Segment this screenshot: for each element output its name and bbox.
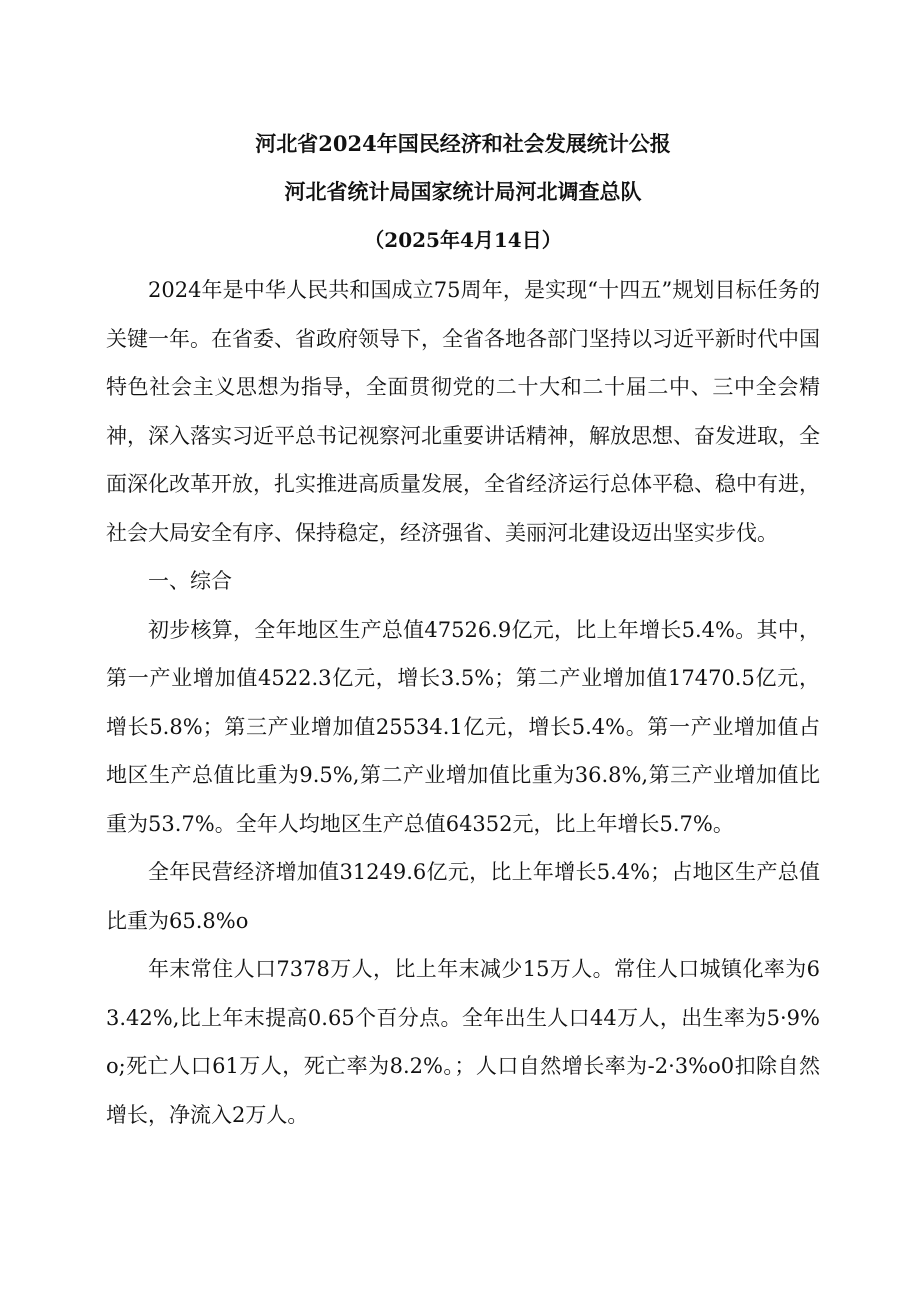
population-paragraph: 年末常住人口7378万人，比上年末减少15万人。常住人口城镇化率为63.42%,比上年末提高0.65个百分点。全年出生人口44万人，出生率为5·9%o;死亡人口61万人，死亡率为8.2%。；人口自然增长率为-2·3%o0扣除自然增长，净流入2万人。 xyxy=(106,957,820,1127)
private-economy-paragraph: 全年民营经济增加值31249.6亿元，比上年增长5.4%；占地区生产总值比重为65.8%o xyxy=(106,860,820,933)
report-body xyxy=(106,266,820,1139)
gdp-paragraph: 初步核算，全年地区生产总值47526.9亿元，比上年增长5.4%。其中，第一产业增加值4522.3亿元，增长3.5%；第二产业增加值17470.5亿元，增长5.8%；第三产业增加值25534.1亿元，增长5.4%。第一产业增加值占地区生产总值比重为9.5%,第二产业增加值比重为36.8%,第三产业增加值比重为53.7%。全年人均地区生产总值64352元，比上年增长5.7%。 xyxy=(106,617,820,836)
title-block xyxy=(106,120,820,264)
intro-paragraph: 2024年是中华人民共和国成立75周年，是实现“十四五”规划目标任务的关键一年。在省委、省政府领导下，全省各地各部门坚持以习近平新时代中国特色社会主义思想为指导，全面贯彻党的二十大和二十届二中、三中全会精神，深入落实习近平总书记视察河北重要讲话精神，解放思想、奋发进取，全面深化改革开放，扎实推进高质量发展，全省经济运行总体平稳、稳中有进，社会大局安全有序、保持稳定，经济强省、美丽河北建设迈出坚实步伐。 xyxy=(106,278,820,545)
issuer-line: 河北省统计局国家统计局河北调查总队 xyxy=(284,179,642,204)
section-heading-general: 一、综合 xyxy=(148,569,232,593)
report-title: 河北省2024年国民经济和社会发展统计公报 xyxy=(255,131,671,156)
report-date: （2025年4月14日） xyxy=(364,228,562,252)
